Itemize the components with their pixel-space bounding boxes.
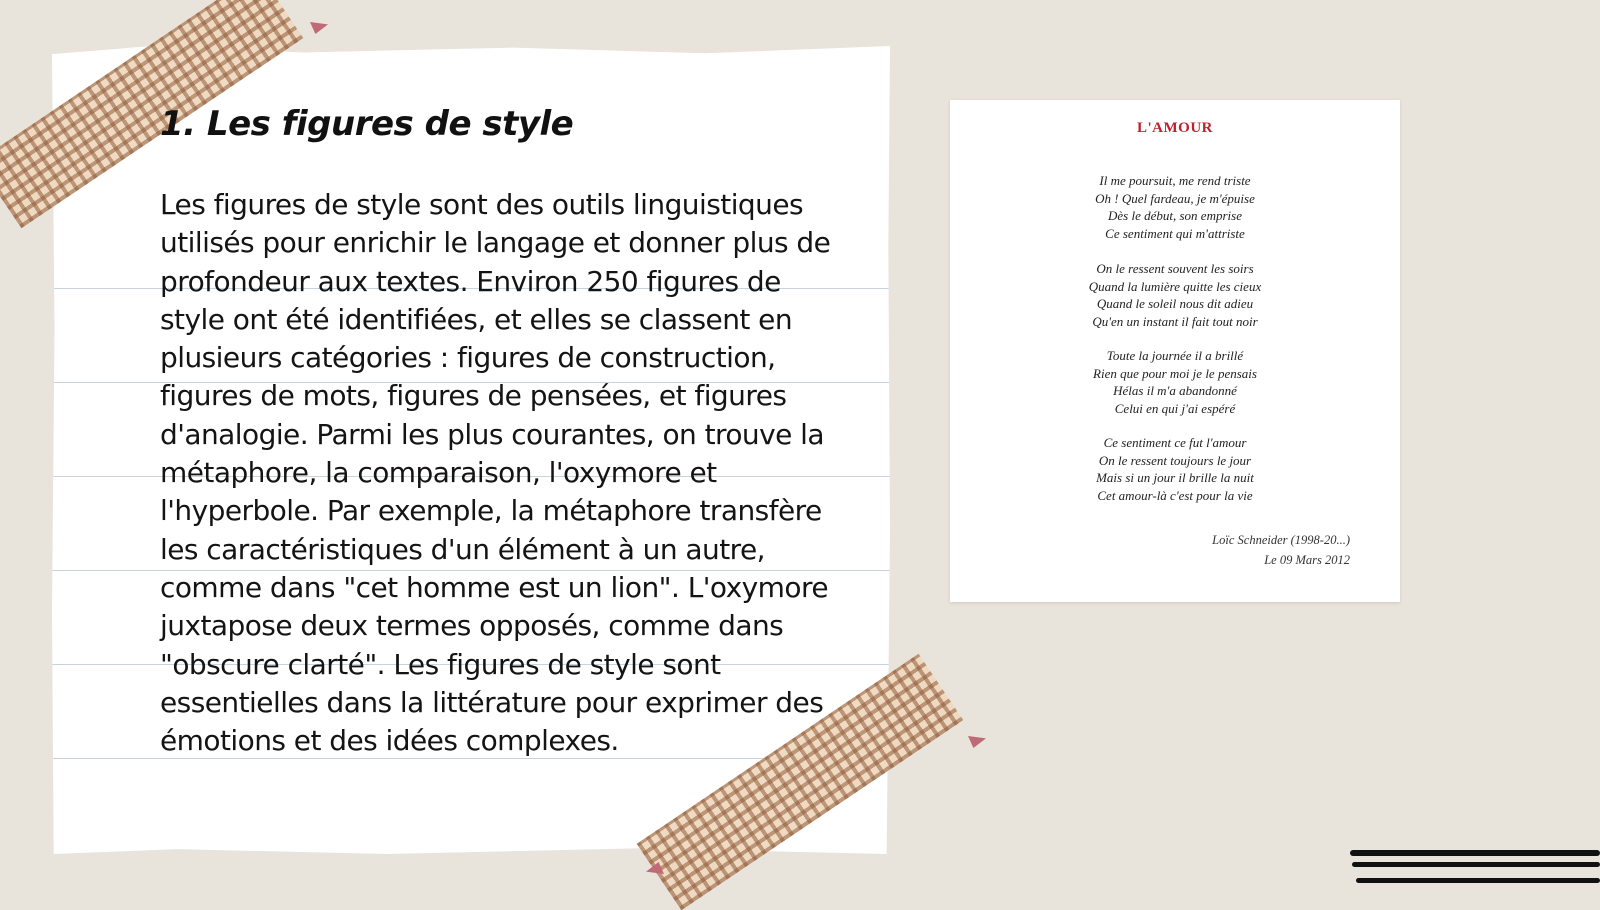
poem-line: Il me poursuit, me rend triste <box>1099 173 1251 188</box>
poem-author: Loïc Schneider (1998-20...) <box>1212 533 1350 547</box>
poem-image <box>950 100 1400 602</box>
poem-line: On le ressent souvent les soirs <box>1096 261 1254 276</box>
poem-line: Cet amour-là c'est pour la vie <box>1097 487 1253 503</box>
poem-line: Qu'en un instant il fait tout noir <box>1092 313 1258 329</box>
poem-line: Ce sentiment ce fut l'amour <box>1103 435 1247 450</box>
poem-signature <box>1212 530 1350 570</box>
poem-line: Hélas il m'a abandonné <box>1113 383 1237 398</box>
poem-date: Le 09 Mars 2012 <box>1264 553 1350 567</box>
poem-stanza-2 <box>950 260 1400 330</box>
poem-line: Quand la lumière quitte les cieux <box>1088 278 1262 294</box>
poem-line: Quand le soleil nous dit adieu <box>1096 296 1254 311</box>
tape-end-mark <box>968 736 986 748</box>
decorative-brush-stroke <box>1356 878 1600 883</box>
slide-paragraph: Les figures de style sont des outils linguistiques utilisés pour enrichir le langage et donner plus de profondeur aux textes. Environ 250 figures de style ont été identifiées, et elles se classent en plusieurs catégories : figures de construction, figures de mots, figures de pensées, et figures d'analogie. Parmi les plus courantes, on trouve la métaphore, la comparaison, l'oxymore et l'hyperbole. Par exemple, la métaphore transfère les caractéristiques d'un élément à un autre, comme dans "cet homme est un lion". L'oxymore juxtapose deux termes opposés, comme dans "obscure clarté". Les figures de style sont essentielles dans la littérature pour exprimer des émotions et des idées complexes. <box>160 188 831 758</box>
poem-line: On le ressent toujours le jour <box>1098 452 1252 468</box>
poem-line: Toute la journée il a brillé <box>1106 348 1244 363</box>
tape-end-mark <box>310 22 328 34</box>
poem-title: L'AMOUR <box>1137 120 1213 136</box>
poem-line: Rien que pour moi je le pensais <box>1093 365 1257 381</box>
decorative-brush-stroke <box>1352 862 1600 867</box>
poem-line: Celui en qui j'ai espéré <box>1114 400 1236 416</box>
slide-title: 1. Les figures de style <box>160 104 574 144</box>
poem-line: Mais si un jour il brille la nuit <box>1096 470 1254 485</box>
poem-line: Dès le début, son emprise <box>1108 208 1242 223</box>
poem-stanza-4 <box>950 434 1400 504</box>
poem-line: Oh ! Quel fardeau, je m'épuise <box>1095 190 1255 206</box>
poem-stanza-1 <box>950 172 1400 242</box>
poem-line: Ce sentiment qui m'attriste <box>1105 225 1245 241</box>
decorative-brush-stroke <box>1350 850 1600 856</box>
poem-stanza-3 <box>950 347 1400 417</box>
